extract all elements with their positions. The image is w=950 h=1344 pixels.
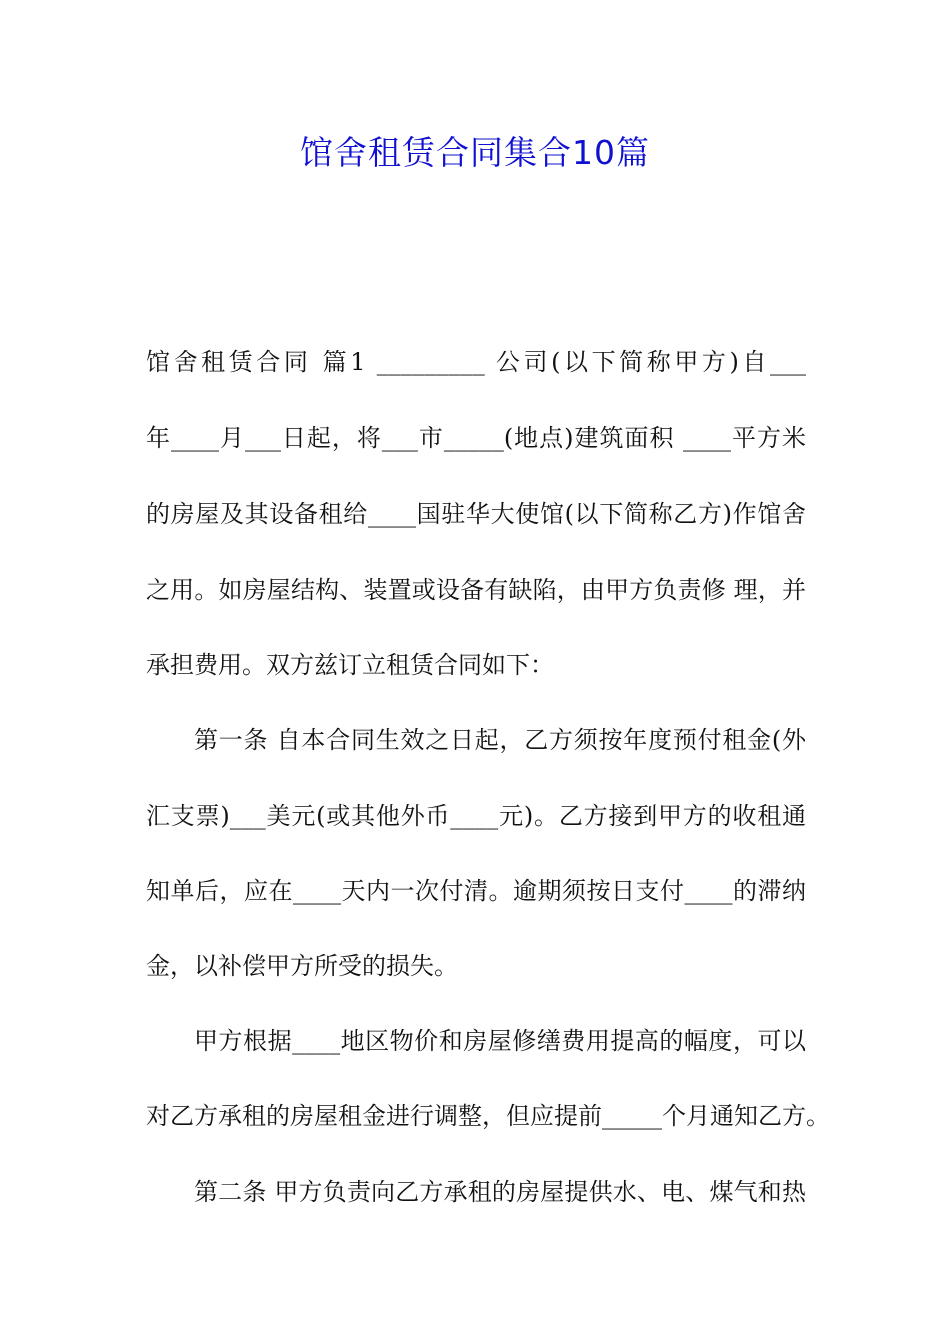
body-line: 的房屋及其设备租给____国驻华大使馆(以下简称乙方)作馆舍: [146, 500, 806, 528]
body-line: 第二条 甲方负责向乙方承租的房屋提供水、电、煤气和热: [194, 1178, 806, 1206]
body-line: 甲方根据____地区物价和房屋修缮费用提高的幅度，可以: [194, 1027, 806, 1055]
body-line: 馆舍租赁合同 篇1 _________ 公司(以下简称甲方)自___: [146, 348, 806, 376]
body-line: 金，以补偿甲方所受的损失。: [146, 952, 458, 980]
body-line: 汇支票)___美元(或其他外币____元)。乙方接到甲方的收租通: [146, 802, 806, 830]
body-line: 知单后，应在____天内一次付清。逾期须按日支付____的滞纳: [146, 877, 806, 905]
body-line: 承担费用。双方兹订立租赁合同如下：: [146, 651, 554, 679]
body-line: 第一条 自本合同生效之日起，乙方须按年度预付租金(外: [194, 726, 806, 754]
document-title: 馆舍租赁合同集合10篇: [300, 133, 650, 172]
body-line: 年____月___日起，将___市_____(地点)建筑面积 ____平方米: [146, 424, 806, 452]
body-line: 之用。如房屋结构、装置或设备有缺陷，由甲方负责修 理，并: [146, 576, 806, 604]
body-line: 对乙方承租的房屋租金进行调整，但应提前_____个月通知乙方。: [146, 1102, 830, 1130]
